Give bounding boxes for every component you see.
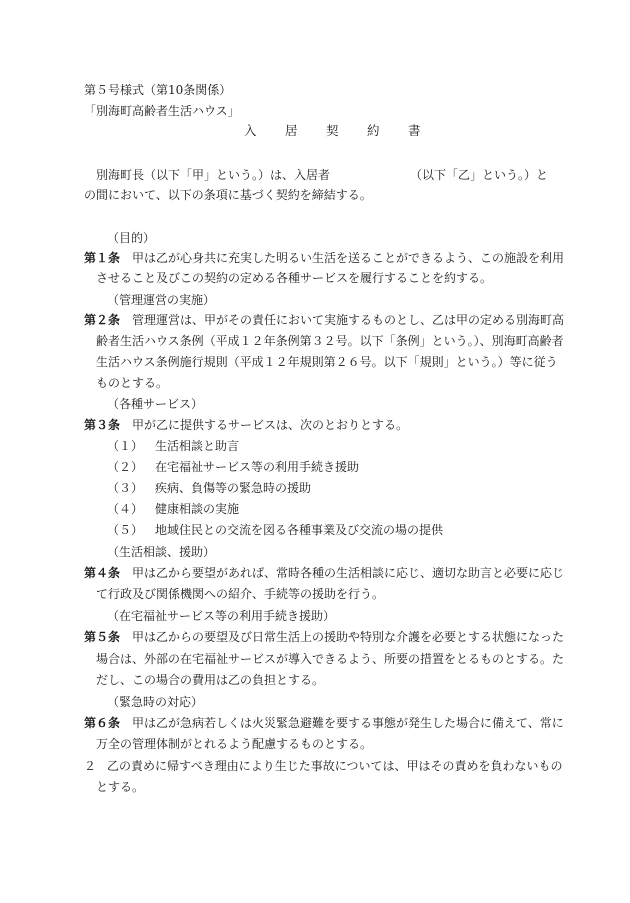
- intro-line1-end: （以下「乙」という。）と: [410, 168, 549, 182]
- title-char: 契: [326, 123, 339, 138]
- list-item-number: （２）: [107, 460, 144, 474]
- list-item-number: （５）: [107, 523, 144, 537]
- article-heading: 第２条: [84, 313, 121, 327]
- title-char: 居: [285, 123, 298, 138]
- section-caption: （緊急時の対応）: [107, 695, 204, 709]
- article-text-line: 万全の管理体制がとれるよう配慮するものとする。: [96, 737, 373, 751]
- article-heading: 第４条: [84, 566, 121, 580]
- section-caption: （各種サービス）: [107, 397, 204, 411]
- list-item-number: （３）: [107, 481, 144, 495]
- article-text-line: させること及びこの契約の定める各種サービスを履行することを約する。: [96, 271, 493, 285]
- paragraph-number: ２: [84, 759, 97, 773]
- article-heading: 第３条: [84, 418, 121, 432]
- list-item-text: 健康相談の実施: [155, 502, 240, 516]
- section-caption: （目的）: [107, 231, 156, 245]
- article-text-line: て行政及び関係機関への紹介、手続等の援助を行う。: [96, 587, 385, 601]
- list-item-text: 在宅福祉サービス等の利用手続き援助: [155, 460, 360, 474]
- section-caption: （管理運営の実施）: [107, 293, 216, 307]
- title-char: 入: [244, 123, 257, 138]
- list-item-text: 地域住民との交流を図る各種事業及び交流の場の提供: [155, 523, 444, 537]
- article-text-line: 生活ハウス条例施行規則（平成１２年規則第２６号。以下「規則」という。）等に従う: [96, 355, 558, 369]
- facility-name: 「別海町高齢者生活ハウス」: [84, 104, 240, 118]
- intro-line2: の間において、以下の条項に基づく契約を締結する。: [84, 188, 372, 202]
- article-heading: 第６条: [84, 716, 121, 730]
- intro-line1-start: 別海町長（以下「甲」という。）は、入居者: [96, 168, 331, 182]
- article-text-line: 管理運営は、甲がその責任において実施するものとし、乙は甲の定める別海町高: [132, 313, 565, 327]
- article-text-line: 場合は、外部の在宅福祉サービスが導入できるよう、所要の措置をとるものとする。た: [96, 652, 565, 666]
- article-text-line: 甲は乙が急病若しくは火災緊急避難を要する事態が発生した場合に備えて、常に: [132, 716, 564, 730]
- article-heading: 第５条: [84, 630, 121, 644]
- article-heading: 第１条: [84, 251, 121, 265]
- article-text-line: 甲が乙に提供するサービスは、次のとおりとする。: [132, 418, 409, 432]
- section-caption: （在宅福祉サービス等の利用手続き援助）: [107, 609, 336, 623]
- article-text-line: 齢者生活ハウス条例（平成１２年条例第３２号。以下「条例」という。）、別海町高齢者: [96, 334, 564, 348]
- article-text-line: とする。: [96, 780, 145, 794]
- title-char: 書: [408, 123, 421, 138]
- list-item-text: 生活相談と助言: [155, 439, 240, 453]
- list-item-text: 疾病、負傷等の緊急時の援助: [155, 481, 312, 495]
- article-text-line: 甲は乙からの要望及び日常生活上の援助や特別な介護を必要とする状態になった: [132, 630, 565, 644]
- article-text-line: ものとする。: [96, 376, 169, 390]
- article-text-line: だし、この場合の費用は乙の負担とする。: [96, 673, 325, 687]
- form-label: 第５号様式（第10条関係）: [84, 83, 232, 97]
- title-char: 約: [367, 123, 380, 138]
- article-text-line: 甲は乙から要望があれば、常時各種の生活相談に応じ、適切な助言と必要に応じ: [132, 566, 565, 580]
- article-text-line: 甲は乙が心身共に充実した明るい生活を送ることができるよう、この施設を利用: [132, 251, 565, 265]
- article-text-line: 乙の責めに帰すべき理由により生じた事故については、甲はその責めを負わないもの: [107, 759, 563, 773]
- list-item-number: （１）: [107, 439, 144, 453]
- section-caption: （生活相談、援助）: [107, 545, 216, 559]
- list-item-number: （４）: [107, 502, 144, 516]
